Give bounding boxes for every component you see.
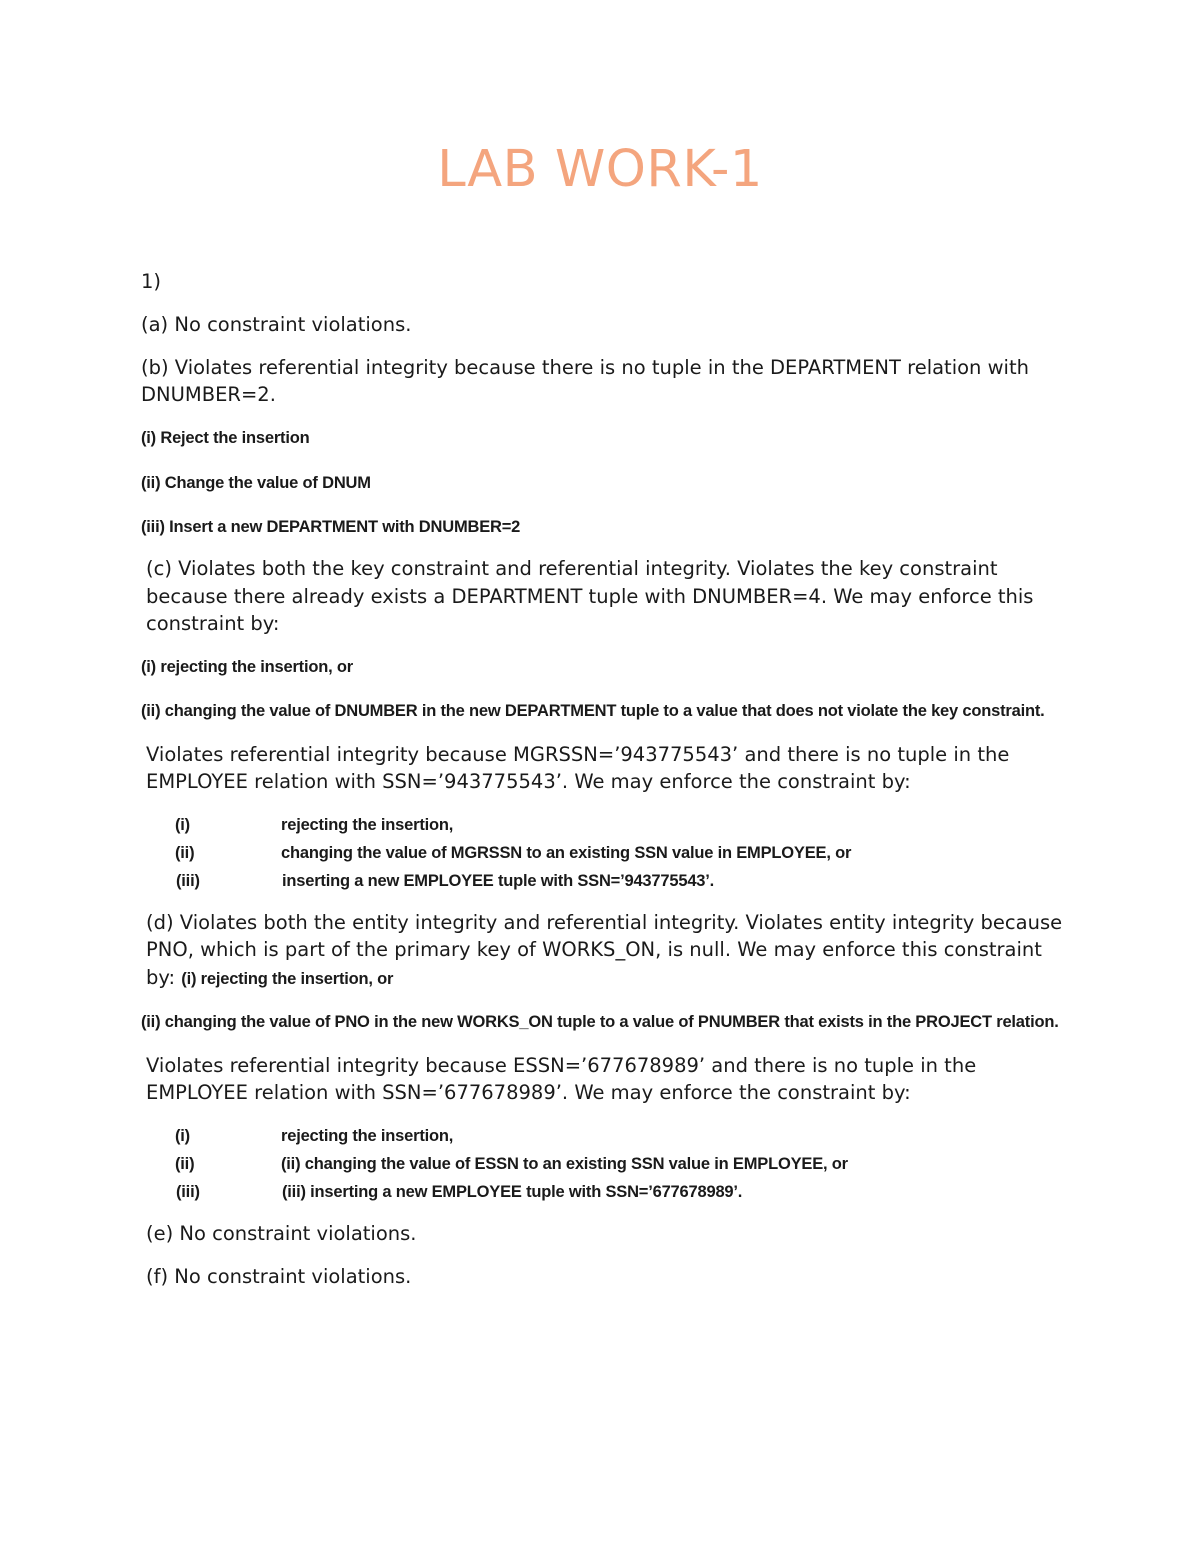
d-option-1: (i) rejecting the insertion, or <box>181 969 394 988</box>
answer-a: (a) No constraint violations. <box>141 313 412 336</box>
document-body <box>141 268 1071 1290</box>
list-item-number: (iii) <box>176 871 200 890</box>
d-option-2: (ii) changing the value of PNO in the new WORKS_ON tuple to a value of PNUMBER that exists in the PROJECT relation. <box>141 1012 1059 1031</box>
list-item <box>141 867 1071 895</box>
list-item <box>141 1178 1071 1206</box>
b-option-2: (ii) Change the value of DNUM <box>141 474 371 492</box>
answer-d <box>141 909 1071 993</box>
list-item <box>141 811 1071 839</box>
list-item-number: (iii) <box>176 1182 200 1201</box>
c-referential: Violates referential integrity because MGRSSN=’943775543’ and there is no tuple in the EMPLOYEE relation with SSN=’943775543’. We may enforce the constraint by: <box>146 742 1010 793</box>
answer-e: (e) No constraint violations. <box>146 1221 417 1245</box>
list-item-text: (iii) inserting a new EMPLOYEE tuple with SSN=’677678989’. <box>282 1182 743 1201</box>
page-title: LAB WORK-1 <box>437 140 763 199</box>
answer-c: (c) Violates both the key constraint and referential integrity. Violates the key constraint because there already exists a DEPARTMENT tuple with DNUMBER=4. We may enforce this constraint by: <box>146 557 1034 635</box>
list-item-number: (i) <box>175 1126 190 1145</box>
b-option-1: (i) Reject the insertion <box>141 429 310 447</box>
answer-f: (f) No constraint violations. <box>146 1264 412 1288</box>
answer-d-text: (d) Violates both the entity integrity and referential integrity. Violates entity integrity because PNO, which is part of the primary key of WORKS_ON, is null. We may enforce this constraint by: <box>146 910 1063 989</box>
list-item <box>141 1150 1071 1178</box>
list-item-text: rejecting the insertion, <box>281 815 454 834</box>
b-option-3: (iii) Insert a new DEPARTMENT with DNUMBER=2 <box>141 518 521 536</box>
c-option-1: (i) rejecting the insertion, or <box>141 657 353 676</box>
list-item <box>141 839 1071 867</box>
list-item-text: changing the value of MGRSSN to an existing SSN value in EMPLOYEE, or <box>281 843 852 862</box>
d-referential: Violates referential integrity because ESSN=’677678989’ and there is no tuple in the EMPLOYEE relation with SSN=’677678989’. We may enforce the constraint by: <box>146 1053 977 1104</box>
list-item-number: (ii) <box>175 843 195 862</box>
list-item-number: (i) <box>175 815 190 834</box>
question-number: 1) <box>141 270 162 293</box>
list-item-text: (ii) changing the value of ESSN to an existing SSN value in EMPLOYEE, or <box>281 1154 848 1173</box>
list-item <box>141 1122 1071 1150</box>
answer-b: (b) Violates referential integrity because there is no tuple in the DEPARTMENT relation with DNUMBER=2. <box>141 356 1029 406</box>
c-option-2: (ii) changing the value of DNUMBER in the new DEPARTMENT tuple to a value that does not violate the key constraint. <box>141 701 1045 720</box>
list-item-text: rejecting the insertion, <box>281 1126 454 1145</box>
c-enforce-list <box>141 811 1071 895</box>
d-enforce-list <box>141 1122 1071 1206</box>
list-item-number: (ii) <box>175 1154 195 1173</box>
list-item-text: inserting a new EMPLOYEE tuple with SSN=’943775543’. <box>282 871 715 890</box>
